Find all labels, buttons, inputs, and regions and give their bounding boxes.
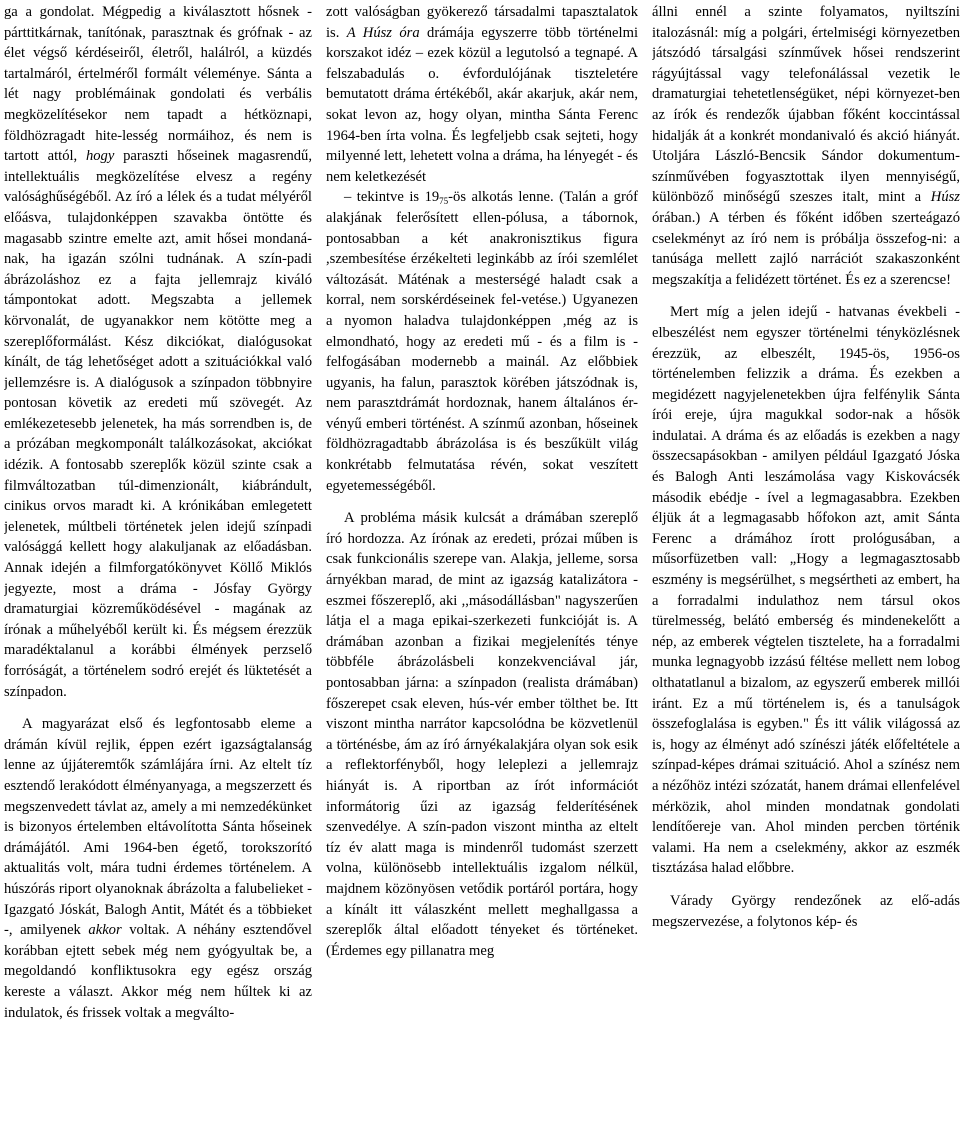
paragraph-text: ga a gondolat. Mégpedig a kiválasztott hősnek - párttitkárnak, tanítónak, parasztnak és grófnak - az élet végső kérdéseiről, életről, halálról, a küzdés tartalmáról, értelméről formált véleménye. Sánta a lét nagy problémáinak gondolati és verbális megközelítésekor nem tapadt a hétköznapi, földhözragadt hite-lesség normáihoz, és nem is tartott attól, <box>4 4 312 165</box>
italic-text: A Húsz óra <box>346 24 420 41</box>
subscript-text: 75 <box>439 196 449 207</box>
paragraph-text: paraszti hőseinek magasrendű, intellektuális megközelítése elvesz a regény valósághűségéből. Az író a lélek és a tudat mélyéről előásva, tulajdonképpen szavakba öntötte és magasabb szintre emelte azt, amit hősei mondaná-nak, ha igazán szólni tudnának. A szín-padi ábrázoláshoz ez a fajta jellemrajz kiváló támpontokat adott. Megszabta a jellemek körvonalát, de ugyanakkor nem kötötte meg a szereplőformálást. Kész dikciókat, dialógusokat kínált, de tág lehetőséget adott a szituációkkal való jellemzésre is. A dialógusok a színpadon többnyire pontosan követik az eredeti mű szövegét. Az emlékezetesebb jelenetek, ha más sorrendben is, de a prózában megkomponált találkozásokat, akciókat idézik. A fontosabb szereplők közül szinte csak a filmváltozatban túl-dimenzionált, kiábrándult, cinikus orvos maradt ki. A krónikában emlegetett jelenetek, múltbeli történetek jelen idejű színpadi valósággá kellett hogy alakuljanak az előadásban. Annak idején a filmforgatókönyvet Köllő Miklós jegyezte, most a dráma - Jósfay György dramaturgiai közreműködésével - magának az írónak a műhelyéből került ki. És mégsem érezzük maradéktalanul a korábbi élmények perzselő forróságát, a történelem sodró erejét és lüktetését a színpadon. <box>4 148 312 700</box>
paragraph-text: A probléma másik kulcsát a drámában szereplő író hordozza. Az írónak az eredeti, prózai műben is csak funkcionális szerepe van. Alakja, jelleme, sorsa árnyékban marad, de mint az igazság katalizátora - eszmei főszereplő, aki ,,másodállásban" nagyszerűen látja el a maga epikai-szerkezeti funkcióját is. A drámában azonban a fizikai megjelenítés ténye többféle ábrázolásbeli konzekvenciával jár, pontosabban járna: a színpadon (realista drámában) főszerepet csak eleven, hús-vér ember tölthet be. Itt viszont mintha narrátor kapcsolódna be közvetlenül a történésbe, ám az író árnyékalakjára olyan sok esik a reflektorfényből, hogy leleplezi a jellemrajz hiányát is. A riportban az írót információt informátorig űzi az igazság felderítésének szenvedélye. A szín-padon viszont mintha az eltelt tíz év alatt maga is mindenről tudomást szerzett volna, különösebb intellektuális izgalom nélkül, majdnem közönyösen vetődik portáról portára, hogy a kínált itt válaszként mellett meghallgassa a szereplők által előadott tényeket és történeket. (Érdemes egy pillanatra meg <box>326 510 638 959</box>
paragraph-text: -ös alkotás lenne. (Talán a gróf alakjának felerősített ellen-pólusa, a tábornok, pontosabban a két anakronisztikus figura ,szembesítése érzékelteti leginkább az írói szemlélet változását. Máténak a mesterségé haladt csak a korral, nem sorskérdéseinek fel-vetése.) Ugyanezen a nyomon haladva tulajdonképpen ,még az is elmondható, hogy az eredeti mű - és a film is - felfogásában modernebb a mainál. Az előbbiek ugyanis, ha falun, parasztok körében játszódnak is, nem parasztdrámát hordoznak, hanem általános ér-vényű emberi történést. A színmű azonban, hőseinek földhözragadtabb ábrázolása is és beszűkült világ konkrétabb felmutatása révén, sokat veszített egyetemességéből. <box>326 189 638 494</box>
italic-text: hogy <box>85 148 115 165</box>
text-column-left <box>4 2 312 1130</box>
paragraph-text: Mert míg a jelen idejű - hatvanas évekbeli - elbeszélést nem egyszer történelmi tényközlésnek érezzük, az elbeszélt, 1945-ös, 1956-os történelemben felizzik a dráma. És ezekben a megidézett nagyjelenetekben újra felfénylik Sánta írói ereje, újra magukkal sodor-nak a hősök indulatai. A dráma és az előadás is ezekben a nagy összecsapásokban - amilyen például Igazgató Jóska és Balogh Anti leszámolása vagy Kiskovácsék második ebédje - ível a legmagasabbra. Ezekben éljük át a legmagasabb hőfokon azt, amit Sánta Ferenc a drámához írott prológusában, a műsorfüzetben vall: „Hogy a legmagasztosabb eszmény is megsérülhet, s megsértheti az embert, ha a forradalmi indulathoz nem társul okos türelmesség, belátó emberség és mindenekelőtt a nép, az emberek végtelen tisztelete, ha a forradalmi munka legnagyobb izzású féltése mellett nem lobog olthatatlanul a bizalom, az egyszerű emberek millói iránt. Ez a mű történelem is, és a tanulságok összefoglalása is egyben." És itt válik világossá az is, hogy az élményt adó színészi játék előfeltétele a színpad-képes drámai szituáció. Ahol a színész nem a nézőhöz intézi szózatát, hanem drámai ellenfelével mérközik, ahol minden mondatnak gondolati lendítőereje van. Ahol minden percben történik valami. Ha nem a cselekmény, akkor az eszmék tisztázása halad előbbre. <box>652 304 960 877</box>
text-column-middle <box>326 2 638 1130</box>
italic-text: Húsz <box>930 189 960 206</box>
article-paragraph <box>326 187 638 496</box>
article-paragraph <box>326 2 638 187</box>
paragraph-text: Várady György rendezőnek az elő-adás megszervezése, a folytonos kép- és <box>652 892 960 930</box>
paragraph-text: – tekintve is 19 <box>344 189 440 206</box>
article-paragraph <box>652 891 960 932</box>
article-paragraph <box>652 2 960 290</box>
paragraph-text: voltak. A néhány esztendővel korábban ejtett sebek még nem gyógyultak be, a megoldandó konfliktusokra egy egész ország kereste a választ. Akkor még nem hűltek ki az indulatok, és frissek voltak a megválto- <box>4 922 312 1021</box>
article-paragraph <box>4 2 312 702</box>
article-paragraph <box>4 714 312 1023</box>
italic-text: akkor <box>88 922 122 939</box>
paragraph-text: drámája egyszerre több történelmi korszakot idéz – ezek közül a legutolsó a tegnapé. A felszabadulás o. évfordulójának tiszteletére bemutatott dráma értékéből, akár akarjuk, akár nem, sokat levon az, hogy olyan, mintha Sánta Ferenc 1964-ben írta volna. És legfeljebb csak sejteti, hogy milyenné lett, lehetett volna a dráma, ha lényegét - és nem keletkezését <box>326 24 638 185</box>
paragraph-text: órában.) A térben és főként időben szerteágazó cselekményt az író nem is próbálja összefog-ni: a tanúsága mellett zajló narrációt szakaszonként megszakítja a felidézett történet. És ez a szerencse! <box>652 209 960 288</box>
article-paragraph <box>652 302 960 879</box>
paragraph-text: állni ennél a szinte folyamatos, nyiltszíni italozásnál: míg a polgári, értelmiségi környezetben játszódó társalgási színművek hősei rendszerint rágyújtással vagy telefonálással vezetik le dramaturgiai tehetetlenségüket, népi környezet-ben az írók és rendezők újabban főként koccintással hidalják át a konkrét mondanivaló és akció hiányát. Utoljára László-Bencsik Sándor dokumentum-színművében fogyasztottak ilyen mennyiségű, különböző minőségű szeszes italt, mint a <box>652 4 960 206</box>
article-paragraph <box>326 508 638 961</box>
paragraph-text: A magyarázat első és legfontosabb eleme a drámán kívül rejlik, éppen ezért igazságtalanság lenne az újjáteremtők számlájára írni. Az eltelt tíz esztendő lerakódott élményanyaga, a megszerzett és megszenvedett távlat az, amely a mi nemzedékünket is bizonyos értelemben eltávolította Sánta hőseinek drámájától. Ami 1964-ben égető, torokszorító aktualitás volt, mára tudni érdemes történelem. A húszórás riport olyanoknak ábrázolta a falubelieket - Igazgató Jóskát, Balogh Antit, Mátét és a többieket -, amilyenek <box>4 716 312 939</box>
text-column-right <box>652 2 960 1130</box>
paragraph-text: zott valóságban gyökerező társadalmi tapasztalatok is. <box>326 4 638 41</box>
